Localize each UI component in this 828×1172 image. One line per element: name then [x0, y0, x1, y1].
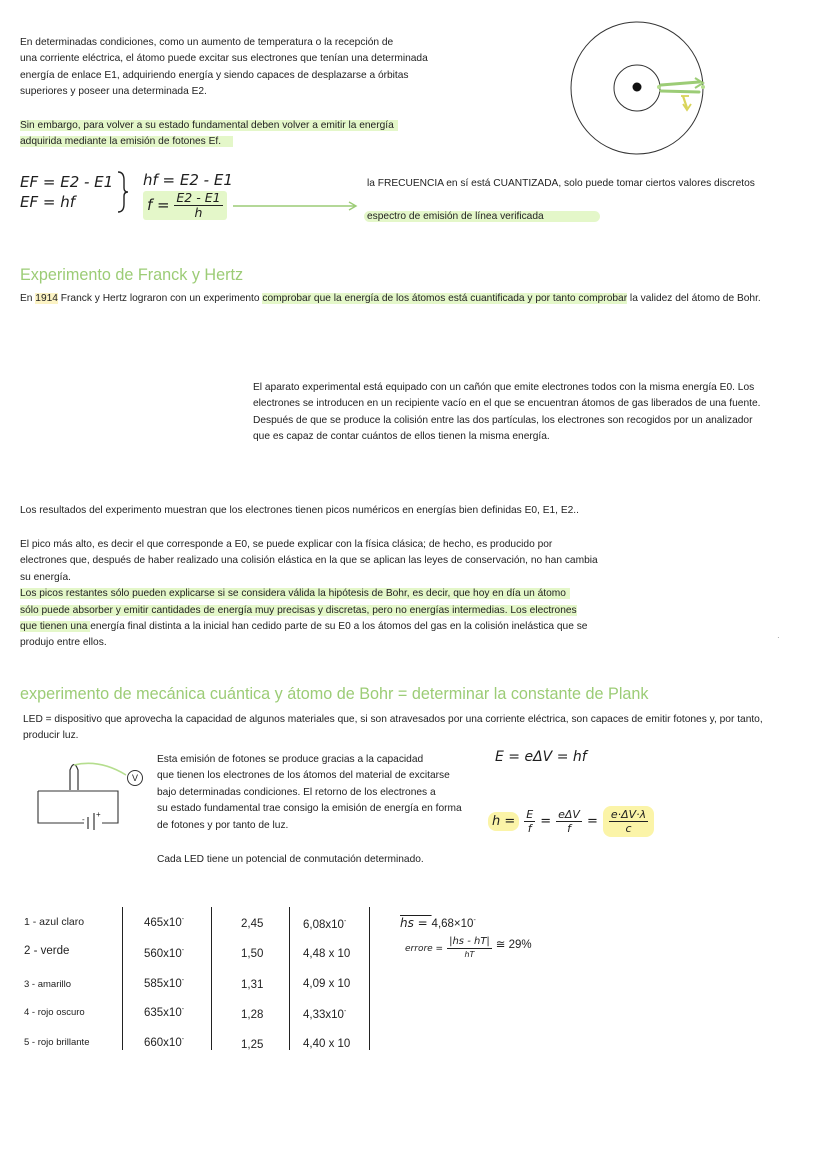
bohr-line: produjo entre ellos.	[20, 637, 107, 649]
table-divider	[211, 907, 212, 1050]
error-formula	[405, 936, 532, 961]
formula-frequency	[143, 191, 227, 220]
value: 4,40 x 10	[303, 1038, 351, 1050]
exp: -	[343, 1008, 347, 1015]
intro-highlight: comprobar que la energía de los átomos está cuantificada y por tanto comprobar	[262, 293, 628, 304]
den: f	[527, 822, 532, 835]
line-spectrum-text: espectro de emisión de línea verificada	[364, 211, 600, 222]
intro-paragraph	[20, 35, 470, 101]
return-line-1-a: Sin embargo, para volver a su estado fundamental deben volver	[20, 120, 310, 131]
intro-return-paragraph	[20, 118, 470, 151]
num: eΔV	[558, 808, 580, 821]
value: 465x10	[144, 916, 182, 929]
formula-hf-diff: hf = E2 - E1	[143, 171, 233, 189]
arrow-right-icon	[233, 200, 361, 212]
apparatus-line: que es capaz de contar cuántos de ellos tienen la misma energía.	[253, 431, 550, 443]
hs-label: hs =	[400, 916, 432, 930]
average-h	[400, 916, 476, 930]
fraction-edv-f	[556, 808, 582, 835]
intro-line: una corriente eléctrica, el átomo puede excitar sus electrones que tenían una determinada	[20, 53, 428, 65]
results-paragraph: Los resultados del experimento muestran que los electrones tienen picos numéricos en energías bien definidas E0, E1, E2..	[20, 505, 579, 516]
peak-paragraph	[20, 537, 622, 652]
bohr-atom-diagram	[565, 20, 727, 170]
table-row-wavelength	[144, 947, 184, 960]
battery-plus: +	[96, 810, 101, 819]
table-row-h	[303, 918, 346, 931]
peak-line: El pico más alto, es decir el que corresponde a E0, se puede explicar con la física clásica; de hecho, es producido por	[20, 539, 553, 550]
table-divider	[122, 907, 123, 1050]
intro-line: energía de enlace E1, adquiriendo energía y siendo capaces de desplazarse a órbitas	[20, 69, 409, 81]
emission-paragraph	[157, 752, 487, 834]
apparatus-line: electrones se introducen en un recipiente vacío en el que se encuentran átomos de gas liberados de una fuente.	[253, 398, 761, 410]
den: hT	[464, 950, 475, 959]
quantization-note: la FRECUENCIA en sí está CUANTIZADA, solo puede tomar ciertos valores discretos	[367, 178, 755, 189]
num: e·ΔV·λ	[610, 808, 647, 821]
apparatus-line: El aparato experimental está equipado con un cañón que emite electrones todos con la misma energía E0. Los	[253, 382, 755, 393]
error-fraction	[447, 936, 492, 961]
franck-hertz-intro	[20, 291, 820, 307]
bohr-line: sólo puede absorber y emitir cantidades de energía muy precisas y discretas, pero no energías intermedias. Los electrones	[20, 604, 577, 616]
bohr-line: Los picos restantes sólo pueden explicarse si se considera válida la hipótesis de Bohr, es decir, que hoy en día un átomo	[20, 588, 570, 599]
voltmeter-icon: V	[127, 770, 143, 786]
exp: -	[343, 918, 347, 925]
exp: -	[181, 1006, 185, 1013]
peak-line: su energía.	[20, 571, 71, 583]
table-row-name: 1 - azul claro	[24, 916, 85, 928]
error-label: errore =	[405, 943, 444, 954]
den: f	[567, 822, 571, 835]
formula-frequency-num: E2 - E1	[176, 190, 221, 205]
year: 1914	[35, 293, 58, 304]
apparatus-paragraph	[253, 380, 823, 446]
exp: -	[181, 1036, 185, 1043]
den: c	[625, 822, 632, 835]
equals: =	[540, 814, 552, 829]
planck-equation	[488, 806, 654, 837]
table-row-wavelength	[144, 916, 184, 929]
table-row-h	[303, 1038, 350, 1050]
equals: =	[586, 814, 598, 829]
fraction-e-f	[524, 808, 535, 835]
table-divider	[289, 907, 290, 1050]
intro-line: En determinadas condiciones, como un aumento de temperatura o la recepción de	[20, 37, 394, 48]
formula-frequency-fraction	[174, 191, 222, 220]
led-circuit-diagram	[30, 755, 155, 830]
emission-line: bajo determinadas condiciones. El retorno de los electrones a	[157, 786, 436, 798]
error-value: ≅ 29%	[495, 938, 532, 951]
table-row-voltage: 1,25	[241, 1039, 264, 1051]
formula-ef-diff: EF = E2 - E1	[20, 173, 114, 191]
led-definition-line: LED = dispositivo que aprovecha la capacidad de algunos materiales que, si son atravesados por una corriente eléctrica, son capaces de emitir fotones y, por tanto,	[23, 714, 763, 725]
table-row-voltage: 1,31	[241, 979, 264, 991]
table-row-h	[303, 948, 350, 960]
led-definition	[23, 712, 823, 745]
num: E	[526, 808, 534, 821]
return-line-1-b: a emitir la energía	[309, 120, 394, 131]
fraction-edvl-c	[603, 806, 654, 837]
value: 560x10	[144, 947, 182, 960]
bohr-line: que tienen una energía final distinta a la inicial han cedido parte de su E0 a los átomos del gas en la colisión inelástica que se	[20, 621, 588, 633]
table-row-name: 4 - rojo oscuro	[24, 1007, 85, 1018]
intro-b: Franck y Hertz lograron con un experimento	[57, 293, 263, 304]
hs-exp: -	[473, 917, 476, 925]
table-row-h	[303, 978, 350, 990]
formula-frequency-den: h	[194, 205, 203, 220]
table-row-voltage: 2,45	[241, 918, 264, 930]
table-row-name: 3 - amarillo	[24, 979, 71, 990]
led-heading: experimento de mecánica cuántica y átomo de Bohr = determinar la constante de Plank	[20, 685, 649, 703]
table-divider	[369, 907, 370, 1050]
hs-value: 4,68×10	[431, 918, 474, 930]
intro-a: En	[20, 293, 36, 304]
intro-c: la validez del átomo de Bohr.	[627, 293, 761, 304]
formula-ef-hf: EF = hf	[20, 193, 75, 211]
energy-equation: E = eΔV = hf	[495, 749, 587, 765]
apparatus-line: Después de que se produce la colisión entre las dos partículas, los electrones son recogidos por un analizador	[253, 414, 753, 426]
return-line-1	[20, 120, 398, 131]
peak-line: electrones que, después de haber realizado una colisión elástica en la que se aplican las leyes de conservación, no han cambia	[20, 555, 598, 567]
value: 4,09 x 10	[303, 978, 351, 990]
return-line-2: adquirida mediante la emisión de fotones Ef.	[20, 136, 233, 147]
formula-ef	[20, 172, 113, 212]
exp: -	[181, 947, 185, 954]
franck-hertz-heading: Experimento de Franck y Hertz	[20, 266, 244, 284]
table-row-voltage: 1,50	[241, 948, 264, 960]
intro-line: superiores y poseer una determinada E2.	[20, 86, 207, 98]
value: 6,08x10	[303, 918, 344, 931]
emission-line: su estado fundamental trae consigo la emisión de energía en forma	[157, 803, 462, 815]
emission-line: que tienen los electrones de los átomos del material de excitarse	[157, 770, 450, 782]
table-row-wavelength	[144, 1006, 184, 1019]
exp: -	[181, 916, 185, 923]
line-spectrum-note	[364, 209, 600, 225]
value: 4,48 x 10	[303, 948, 351, 960]
num: |hs - hT|	[449, 936, 490, 947]
led-definition-line: producir luz.	[23, 730, 79, 742]
formula-frequency-lhs: f =	[147, 196, 175, 214]
value: 635x10	[144, 1006, 182, 1019]
value: 660x10	[144, 1036, 182, 1049]
formula-hf	[143, 170, 233, 190]
table-row-voltage: 1,28	[241, 1009, 264, 1021]
emission-line: de fotones y por tanto de luz.	[157, 819, 289, 831]
emission-line: Esta emisión de fotones se produce gracias a la capacidad	[157, 754, 424, 765]
table-row-h	[303, 1008, 346, 1021]
value: 4,33x10	[303, 1008, 344, 1021]
table-row-wavelength	[144, 1036, 184, 1049]
battery-minus: -	[82, 815, 85, 824]
value: 585x10	[144, 977, 182, 990]
switching-voltage-note: Cada LED tiene un potencial de conmutación determinado.	[157, 854, 424, 865]
curly-brace-icon	[115, 170, 131, 214]
table-row-wavelength	[144, 977, 184, 990]
table-row-name: 5 - rojo brillante	[24, 1037, 90, 1048]
planck-h: h =	[488, 812, 519, 831]
exp: -	[181, 977, 185, 984]
stray-mark: ·	[777, 633, 780, 642]
table-row-name: 2 - verde	[24, 945, 70, 957]
